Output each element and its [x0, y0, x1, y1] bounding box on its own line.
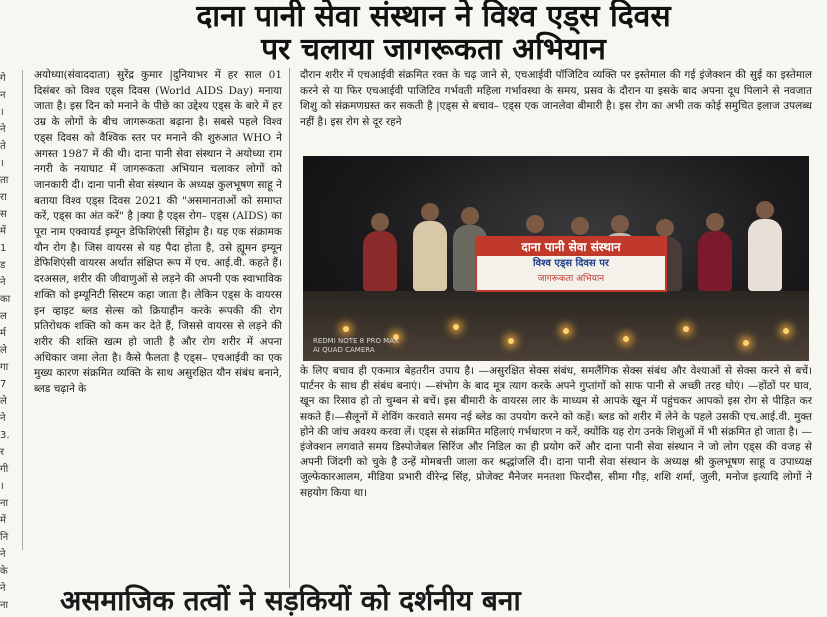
fragment-char: रा	[0, 192, 7, 203]
fragment-char: ता	[0, 175, 9, 186]
fragment-char: में	[0, 515, 6, 526]
headline-line-1: दाना पानी सेवा संस्थान ने विश्व एड्स दिवस	[196, 0, 671, 34]
fragment-char: ।	[0, 158, 4, 169]
watermark-camera: AI QUAD CAMERA	[313, 346, 375, 354]
camera-watermark	[313, 337, 399, 355]
fragment-char: र	[0, 447, 5, 458]
next-headline-text: असमाजिक तत्वों ने सड़कियों को दर्शनीय बना	[60, 584, 521, 617]
fragment-char: ड	[0, 260, 6, 271]
next-article-headline-fragment	[60, 584, 820, 617]
fragment-char: ना	[0, 498, 9, 509]
article-headline	[40, 0, 827, 66]
adjacent-column-fragment	[0, 70, 23, 611]
fragment-char: ले	[0, 345, 7, 356]
headline-line-2: पर चलाया जागरूकता अभियान	[261, 32, 606, 67]
fragment-char: गे	[0, 73, 6, 84]
candle-light	[563, 328, 569, 334]
article-column-2-bottom: के लिए बचाव ही एकमात्र बेहतरीन उपाय है। —असुरक्षित सेक्स संबंध, समलैंगिक सेक्स संबंध और वेश्याओं से सेक्स करने से बचें। पार्टनर के साथ ही संबंध बनाएं। —संभोग के बाद मूत्र त्याग करके अपने गुप्तांगों को साफ पानी से अच्छी तरह धोएं। —होंठों पर घाव, खून का रिसाव हो तो चुम्बन से बचें। इस बीमारी के वायरस लार के माध्यम से आपके खून में पहुंचकर आपको इस रोग से पीड़ित कर सकते हैं।—सैलूनों में शेविंग करवाते समय नई ब्लेड का उपयोग करने को कहें। ब्लड को शरीर में लेने के पहले उसकी एच.आई.वी. मुक्त होने की जांच अवश्य करवा लें। एड्स से संक्रमित महिलाएं गर्भधारण न करें, क्योंकि यह रोग उनके शिशुओं में भी संक्रमित हो जाता है। —इंजेक्शन लगवाते समय डिस्पोजेबल सिरिंज और निडिल का ही प्रयोग करें और दाना पानी सेवा संस्थान ने जो लोग एड्स की वजह से अपनी जिंदगी को चुके है उन्हें मोमबत्ती जाला कर श्रद्धांजलि दी। दाना पानी सेवा संस्थान के अध्यक्ष श्री कुलभूषण साहू व उपाध्यक्ष जुल्फेकारआलम, मीडिया प्रभारी वीरेन्द्र सिंह, प्रोजेक्ट मैनेजर मनतशा फिरदौस, सीमा गौड़, शशि शर्मा, जुली, मनोज इत्यादि लोगों ने सहयोग किया था।	[300, 365, 812, 499]
fragment-char: र्म	[0, 328, 6, 339]
photo-person	[413, 221, 447, 291]
fragment-char: ने	[0, 277, 6, 288]
candle-light	[508, 338, 514, 344]
fragment-char: 7	[0, 379, 7, 390]
news-photo	[303, 156, 809, 361]
photo-person	[363, 231, 397, 291]
fragment-char: ने	[0, 413, 6, 424]
fragment-char: में	[0, 226, 6, 237]
fragment-char: के	[0, 566, 8, 577]
fragment-char: ने	[0, 583, 6, 594]
photo-person	[748, 219, 782, 291]
fragment-char: ले	[0, 396, 7, 407]
fragment-char: ।	[0, 107, 4, 118]
fragment-char: 1	[0, 243, 7, 254]
photo-banner	[475, 236, 667, 292]
candle-light	[743, 340, 749, 346]
banner-subtitle: विश्व एड्स दिवस पर	[532, 258, 610, 269]
fragment-char: ते	[0, 141, 6, 152]
fragment-char: गी	[0, 464, 9, 475]
banner-title: दाना पानी सेवा संस्थान	[477, 238, 665, 256]
banner-tagline: जागरूकता अभियान	[537, 274, 605, 284]
watermark-model: REDMI NOTE 8 PRO MAX	[313, 337, 399, 345]
fragment-char: ।	[0, 481, 4, 492]
article-column-2-top: दौरान शरीर में एचआईवी संक्रमित रक्त के चढ़ जाने से, एचआईवी पॉजिटिव व्यक्ति पर इस्तेमाल की गई इंजेक्शन की सुई का इस्तेमाल करने से या फिर एचआईवी पाजिटिव गर्भवती महिला गर्भावस्था के समय, प्रसव के दौरान या इसके बाद अपना दूध पिलाने से नवजात शिशु को संक्रमणग्रस्त कर सकती है |एड्स से बचाव– एड्स एक जानलेवा बीमारी है। इस रोग का अभी तक कोई समुचित इलाज उपलब्ध नहीं है। इस रोग से दूर रहने	[300, 69, 812, 129]
candle-light	[783, 328, 789, 334]
candle-light	[453, 324, 459, 330]
fragment-char: न	[0, 90, 6, 101]
fragment-char: ने	[0, 124, 6, 135]
fragment-char: स	[0, 209, 7, 220]
fragment-char: ना	[0, 600, 9, 611]
column-divider	[289, 68, 290, 588]
fragment-char: ल	[0, 311, 7, 322]
candle-light	[683, 326, 689, 332]
fragment-char: का	[0, 294, 11, 305]
fragment-char: नि	[0, 532, 9, 543]
article-column-1: अयोध्या(संवाददाता) सुरेंद्र कुमार |दुनियाभर में हर साल 01 दिसंबर को विश्व एड्स दिवस (World AIDS Day) मनाया जाता है। इस दिन को मनाने के पीछे का उद्देश्य एड्स के बारे में हर उम्र के लोगों के बीच जागरूकता बढ़ाना है। सबसे पहले विश्व एड्स दिवस को वैश्विक स्तर पर मनाने की शुरुआत WHO ने अगस्त 1987 में की थी। दाना पानी सेवा संस्थान ने अयोध्या राम नगरी के नयाघाट में जागरूकता अभियान चलाकर लोगों को जानकारी दी। दाना पानी सेवा संस्थान के अध्यक्ष कुलभूषण साहू ने बताया विश्व एड्स दिवस 2021 की "असमानताओं को समाप्त करें, एड्स का अंत करें" है |क्या है एड्स रोग– एड्स (AIDS) का पूरा नाम एक्वायर्ड इम्यून डेफिशिएंसी सिंड्रोम है। यह एक संक्रामक यौन रोग है। जिस वायरस से यह पैदा होता है, उसे ह्यूमन इम्यून डेफिशिएंसी वायरस अर्थात संक्षिप्त रूप में एच. आई.वी. कहते हैं। दरअसल, शरीर की जीवाणुओं से लड़ने की अपनी एक स्वाभाविक शक्ति को इम्यूनिटी सिस्टम कहा जाता है। लेकिन एड्स के वायरस इन व्हाइट ब्लड सेल्स को क्रियाहीन करके रूपकी की रोग प्रतिरोधक शक्ति को कम कर देते हैं, जिससे वायरस से लड़ने की शरीर की शक्ति खत्म हो जाती है और रोग शरीर में अपना अधिकार जमा लेता है। कैसे फैलता है एड्स– एचआईवी का एक मुख्य कारण संक्रमित व्यक्ति के साथ असुरक्षित यौन संबंध बनाने, ब्लड चढ़ाने के	[34, 69, 282, 396]
fragment-char: गा	[0, 362, 9, 373]
candle-light	[343, 326, 349, 332]
fragment-char: 3.	[0, 430, 10, 441]
photo-person	[698, 231, 732, 291]
candle-light	[623, 336, 629, 342]
fragment-char: ने	[0, 549, 6, 560]
